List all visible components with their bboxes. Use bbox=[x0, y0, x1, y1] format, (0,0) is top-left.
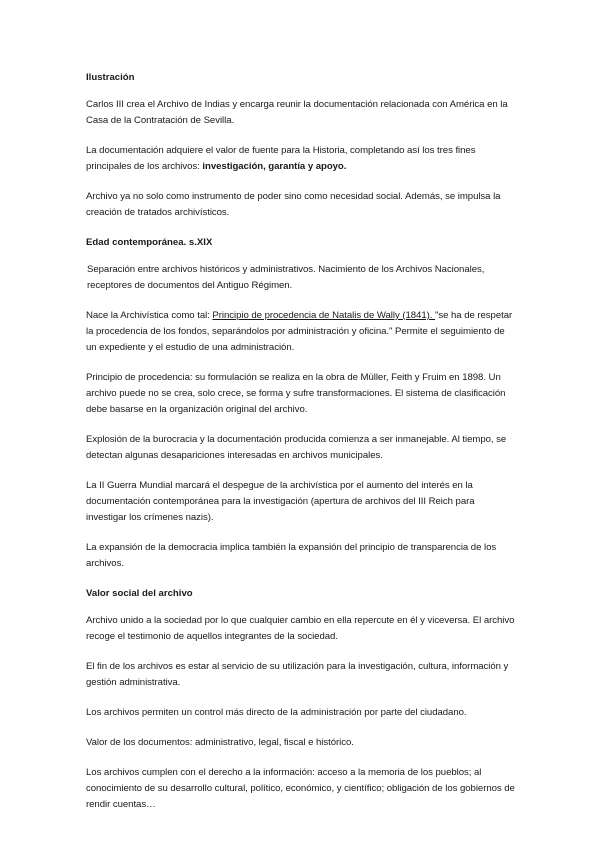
paragraph-archivo-indias: Carlos III crea el Archivo de Indias y encarga reunir la documentación relacionada con América en la Casa de la Contratación de Sevilla. bbox=[86, 99, 508, 126]
paragraph-fuente-historia bbox=[86, 143, 516, 175]
paragraph-archivistica bbox=[86, 308, 516, 356]
heading-edad-contemporanea: Edad contemporánea. s.XIX bbox=[86, 237, 213, 248]
paragraph-archivo-sociedad: Archivo unido a la sociedad por lo que cualquier cambio en ella repercute en él y viceversa. El archivo recoge el testimonio de aquellos integrantes de la sociedad. bbox=[86, 615, 515, 642]
paragraph-fin-archivos: El fin de los archivos es estar al servicio de su utilización para la investigación, cultura, información y gestión administrativa. bbox=[86, 661, 509, 688]
fines-archivos-bold: investigación, garantía y apoyo. bbox=[202, 161, 347, 172]
paragraph-valor-documentos: Valor de los documentos: administrativo, legal, fiscal e histórico. bbox=[86, 737, 354, 748]
heading-ilustracion: Ilustración bbox=[86, 72, 135, 83]
paragraph-archivistica-quote: "se ha de respetar la procedencia de los fondos, separándolos por administración y oficina." Permite el seguimiento de un expediente y el estudio de una administración. bbox=[86, 310, 513, 353]
heading-valor-social: Valor social del archivo bbox=[86, 588, 193, 599]
paragraph-burocracia: Explosión de la burocracia y la documentación producida comienza a ser inmanejable. Al tiempo, se detectan algunas desapariciones interesadas en archivos municipales. bbox=[86, 434, 507, 461]
paragraph-fuente-historia-text: La documentación adquiere el valor de fuente para la Historia, completando así los tres fines principales de los archivos: bbox=[86, 145, 476, 172]
principio-procedencia-underlined: Principio de procedencia de Natalis de Wally (1841). bbox=[212, 310, 435, 321]
paragraph-democracia: La expansión de la democracia implica también la expansión del principio de transparencia de los archivos. bbox=[86, 542, 497, 569]
paragraph-separacion-archivos: Separación entre archivos históricos y administrativos. Nacimiento de los Archivos Nacionales, receptores de documentos del Antiguo Régimen. bbox=[87, 264, 485, 291]
document-page bbox=[86, 70, 516, 827]
paragraph-guerra-mundial: La II Guerra Mundial marcará el despegue de la archivística por el aumento del interés en la documentación contemporánea para la investigación (apertura de archivos del III Reich para investigar los crímenes nazis). bbox=[86, 480, 475, 523]
paragraph-archivistica-intro: Nace la Archivística como tal: bbox=[86, 310, 213, 321]
paragraph-principio-procedencia: Principio de procedencia: su formulación se realiza en la obra de Müller, Feith y Fruim en 1898. Un archivo puede no se crea, solo crece, se forma y sufre transformaciones. El sistema de clasificación debe basarse en la organización original del archivo. bbox=[86, 372, 506, 415]
paragraph-derecho-informacion: Los archivos cumplen con el derecho a la información: acceso a la memoria de los pueblos; al conocimiento de su desarrollo cultural, político, económico, y científico; obligación de los gobiernos de rendir cuentas… bbox=[86, 767, 515, 810]
paragraph-control-administracion: Los archivos permiten un control más directo de la administración por parte del ciudadano. bbox=[86, 707, 467, 718]
paragraph-necesidad-social: Archivo ya no solo como instrumento de poder sino como necesidad social. Además, se impulsa la creación de tratados archivísticos. bbox=[86, 191, 501, 218]
